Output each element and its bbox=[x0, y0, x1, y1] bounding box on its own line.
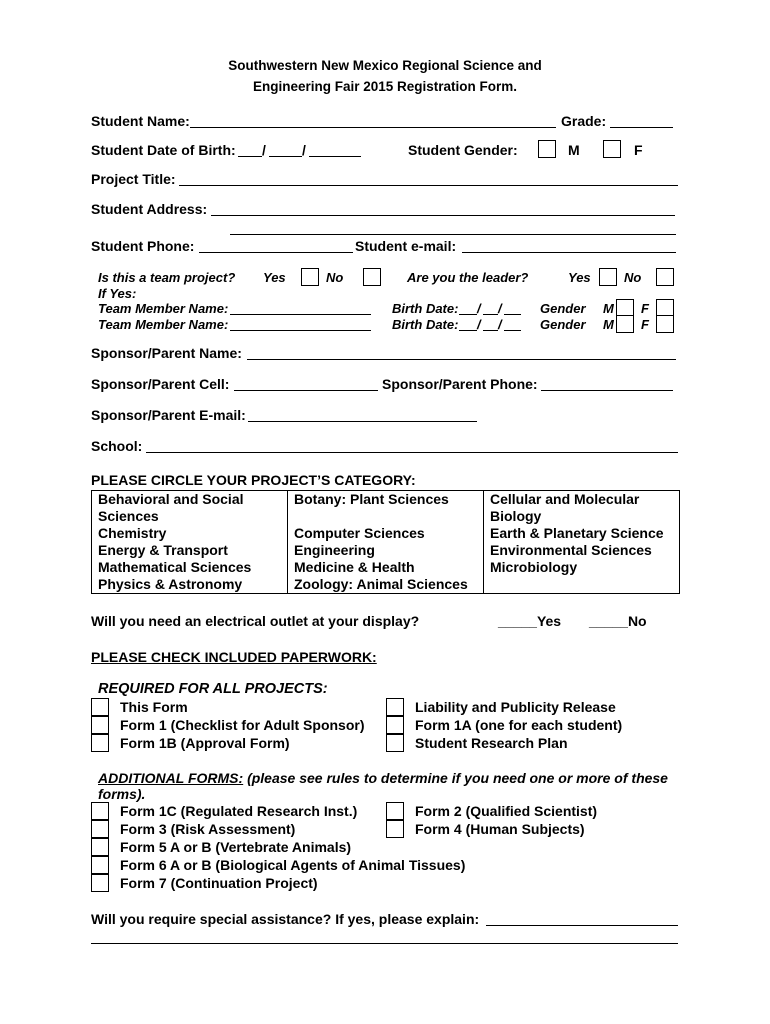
team-member-1-f-label: F bbox=[641, 301, 649, 316]
phone-field[interactable] bbox=[199, 252, 353, 253]
team-member-1-m-label: M bbox=[603, 301, 614, 316]
sponsor-email-label: Sponsor/Parent E-mail: bbox=[91, 407, 246, 423]
category-cell[interactable]: Microbiology bbox=[484, 559, 680, 576]
team-member-2-field[interactable] bbox=[230, 330, 371, 331]
assistance-field-2[interactable] bbox=[91, 943, 678, 944]
address-field-1[interactable] bbox=[211, 215, 675, 216]
required-checkbox[interactable] bbox=[386, 716, 404, 734]
required-checkbox[interactable] bbox=[386, 734, 404, 752]
team-member-2-date-sep-1: / bbox=[477, 317, 481, 332]
outlet-yes-option[interactable] bbox=[498, 613, 561, 629]
additional-checkbox[interactable] bbox=[386, 820, 404, 838]
dob-day-field[interactable] bbox=[269, 156, 302, 157]
team-project-question: Is this a team project? bbox=[98, 270, 236, 285]
required-checkbox[interactable] bbox=[91, 716, 109, 734]
leader-yes-label: Yes bbox=[568, 270, 591, 285]
required-item-label: This Form bbox=[120, 699, 188, 715]
sponsor-name-label: Sponsor/Parent Name: bbox=[91, 345, 242, 361]
team-member-2-birth-year[interactable] bbox=[504, 330, 521, 331]
required-item-label: Student Research Plan bbox=[415, 735, 568, 751]
assistance-field-1[interactable] bbox=[486, 925, 678, 926]
team-member-1-birth-year[interactable] bbox=[504, 314, 521, 315]
team-yes-checkbox[interactable] bbox=[301, 268, 319, 286]
team-member-1-label: Team Member Name: bbox=[98, 301, 229, 316]
form-title-line-1: Southwestern New Mexico Regional Science and bbox=[228, 58, 542, 73]
team-member-2-m-checkbox[interactable] bbox=[616, 315, 634, 333]
additional-item-label: Form 7 (Continuation Project) bbox=[120, 875, 318, 891]
outlet-yes-label: Yes bbox=[536, 613, 562, 629]
category-cell[interactable]: Cellular and Molecular Biology bbox=[484, 491, 680, 526]
required-checkbox[interactable] bbox=[91, 698, 109, 716]
sponsor-cell-field[interactable] bbox=[234, 390, 378, 391]
team-member-1-gender-label: Gender bbox=[540, 301, 586, 316]
dob-label: Student Date of Birth: bbox=[91, 142, 236, 158]
outlet-question: Will you need an electrical outlet at your display? bbox=[91, 613, 420, 629]
gender-label: Student Gender: bbox=[408, 142, 518, 158]
school-label: School: bbox=[91, 438, 143, 454]
category-cell[interactable]: Energy & Transport bbox=[92, 542, 288, 559]
category-cell[interactable]: Botany: Plant Sciences bbox=[288, 491, 484, 526]
team-no-checkbox[interactable] bbox=[363, 268, 381, 286]
assistance-question: Will you require special assistance? If yes, please explain: bbox=[91, 911, 480, 927]
category-cell[interactable]: Physics & Astronomy bbox=[92, 576, 288, 594]
additional-checkbox[interactable] bbox=[91, 820, 109, 838]
outlet-no-label: No bbox=[627, 613, 647, 629]
team-member-2-label: Team Member Name: bbox=[98, 317, 229, 332]
team-no-label: No bbox=[326, 270, 344, 285]
team-member-1-date-sep-2: / bbox=[498, 301, 502, 316]
additional-checkbox[interactable] bbox=[91, 874, 109, 892]
category-cell[interactable]: Zoology: Animal Sciences bbox=[288, 576, 484, 594]
category-cell[interactable]: Mathematical Sciences bbox=[92, 559, 288, 576]
additional-checkbox[interactable] bbox=[91, 802, 109, 820]
project-title-field[interactable] bbox=[179, 185, 678, 186]
required-item-label: Liability and Publicity Release bbox=[415, 699, 616, 715]
additional-checkbox[interactable] bbox=[386, 802, 404, 820]
outlet-no-option[interactable] bbox=[589, 613, 647, 629]
sponsor-phone-label: Sponsor/Parent Phone: bbox=[382, 376, 538, 392]
phone-label: Student Phone: bbox=[91, 238, 195, 254]
category-cell[interactable]: Earth & Planetary Science bbox=[484, 525, 680, 542]
gender-f-checkbox[interactable] bbox=[603, 140, 621, 158]
additional-item-label: Form 2 (Qualified Scientist) bbox=[415, 803, 598, 819]
sponsor-email-field[interactable] bbox=[248, 421, 477, 422]
additional-checkbox[interactable] bbox=[91, 856, 109, 874]
required-item-label: Form 1A (one for each student) bbox=[415, 717, 623, 733]
team-member-1-birth-month[interactable] bbox=[459, 314, 477, 315]
additional-checkbox[interactable] bbox=[91, 838, 109, 856]
leader-no-checkbox[interactable] bbox=[656, 268, 674, 286]
team-member-2-f-label: F bbox=[641, 317, 649, 332]
category-cell[interactable]: Environmental Sciences bbox=[484, 542, 680, 559]
category-table bbox=[91, 490, 680, 594]
dob-year-field[interactable] bbox=[309, 156, 361, 157]
leader-question: Are you the leader? bbox=[407, 270, 529, 285]
sponsor-phone-field[interactable] bbox=[541, 390, 673, 391]
additional-item-label: Form 6 A or B (Biological Agents of Animal Tissues) bbox=[120, 857, 466, 873]
additional-item-label: Form 5 A or B (Vertebrate Animals) bbox=[120, 839, 352, 855]
team-member-2-gender-label: Gender bbox=[540, 317, 586, 332]
additional-note: (please see rules to determine if you need one or more of these bbox=[243, 770, 668, 786]
grade-label: Grade: bbox=[561, 113, 607, 129]
team-member-2-birth-label: Birth Date: bbox=[392, 317, 459, 332]
required-checkbox[interactable] bbox=[386, 698, 404, 716]
leader-no-label: No bbox=[624, 270, 642, 285]
dob-separator-2: / bbox=[302, 142, 306, 158]
team-member-1-birth-label: Birth Date: bbox=[392, 301, 459, 316]
category-cell[interactable]: Computer Sciences bbox=[288, 525, 484, 542]
gender-f-label: F bbox=[634, 142, 643, 158]
category-cell bbox=[484, 576, 680, 594]
category-heading: PLEASE CIRCLE YOUR PROJECT’S CATEGORY: bbox=[91, 472, 416, 488]
required-heading: REQUIRED FOR ALL PROJECTS: bbox=[98, 681, 328, 697]
team-member-2-m-label: M bbox=[603, 317, 614, 332]
required-checkbox[interactable] bbox=[91, 734, 109, 752]
leader-yes-checkbox[interactable] bbox=[599, 268, 617, 286]
team-member-2-birth-month[interactable] bbox=[459, 330, 477, 331]
team-member-1-field[interactable] bbox=[230, 314, 371, 315]
address-field-2[interactable] bbox=[230, 234, 676, 235]
grade-field[interactable] bbox=[610, 127, 673, 128]
dob-month-field[interactable] bbox=[238, 156, 262, 157]
paperwork-heading: PLEASE CHECK INCLUDED PAPERWORK: bbox=[91, 649, 377, 665]
required-item-label: Form 1 (Checklist for Adult Sponsor) bbox=[120, 717, 365, 733]
team-yes-label: Yes bbox=[263, 270, 286, 285]
project-title-label: Project Title: bbox=[91, 171, 176, 187]
team-member-1-birth-day[interactable] bbox=[483, 314, 498, 315]
team-member-1-date-sep-1: / bbox=[477, 301, 481, 316]
email-field[interactable] bbox=[462, 252, 676, 253]
team-member-2-birth-day[interactable] bbox=[483, 330, 498, 331]
school-field[interactable] bbox=[146, 452, 678, 453]
outlet-no-blank[interactable]: _____ bbox=[589, 613, 628, 629]
email-label: Student e-mail: bbox=[355, 238, 457, 254]
gender-m-checkbox[interactable] bbox=[538, 140, 556, 158]
additional-note-2: forms). bbox=[98, 786, 146, 802]
if-yes-label: If Yes: bbox=[98, 286, 137, 301]
sponsor-cell-label: Sponsor/Parent Cell: bbox=[91, 376, 230, 392]
form-title-line-2: Engineering Fair 2015 Registration Form. bbox=[252, 79, 518, 94]
dob-separator-1: / bbox=[262, 142, 266, 158]
gender-m-label: M bbox=[568, 142, 580, 158]
address-label: Student Address: bbox=[91, 201, 208, 217]
additional-item-label: Form 3 (Risk Assessment) bbox=[120, 821, 296, 837]
additional-item-label: Form 4 (Human Subjects) bbox=[415, 821, 585, 837]
outlet-yes-blank[interactable]: _____ bbox=[498, 613, 537, 629]
category-cell[interactable]: Engineering bbox=[288, 542, 484, 559]
category-cell[interactable]: Medicine & Health bbox=[288, 559, 484, 576]
category-cell[interactable]: Chemistry bbox=[92, 525, 288, 542]
category-cell[interactable]: Behavioral and Social Sciences bbox=[92, 491, 288, 526]
required-item-label: Form 1B (Approval Form) bbox=[120, 735, 290, 751]
additional-heading-line bbox=[98, 770, 668, 786]
additional-item-label: Form 1C (Regulated Research Inst.) bbox=[120, 803, 358, 819]
team-member-2-date-sep-2: / bbox=[498, 317, 502, 332]
additional-heading: ADDITIONAL FORMS: bbox=[98, 770, 244, 786]
student-name-field[interactable] bbox=[190, 127, 556, 128]
team-member-2-f-checkbox[interactable] bbox=[656, 315, 674, 333]
sponsor-name-field[interactable] bbox=[247, 359, 676, 360]
student-name-label: Student Name: bbox=[91, 113, 190, 129]
